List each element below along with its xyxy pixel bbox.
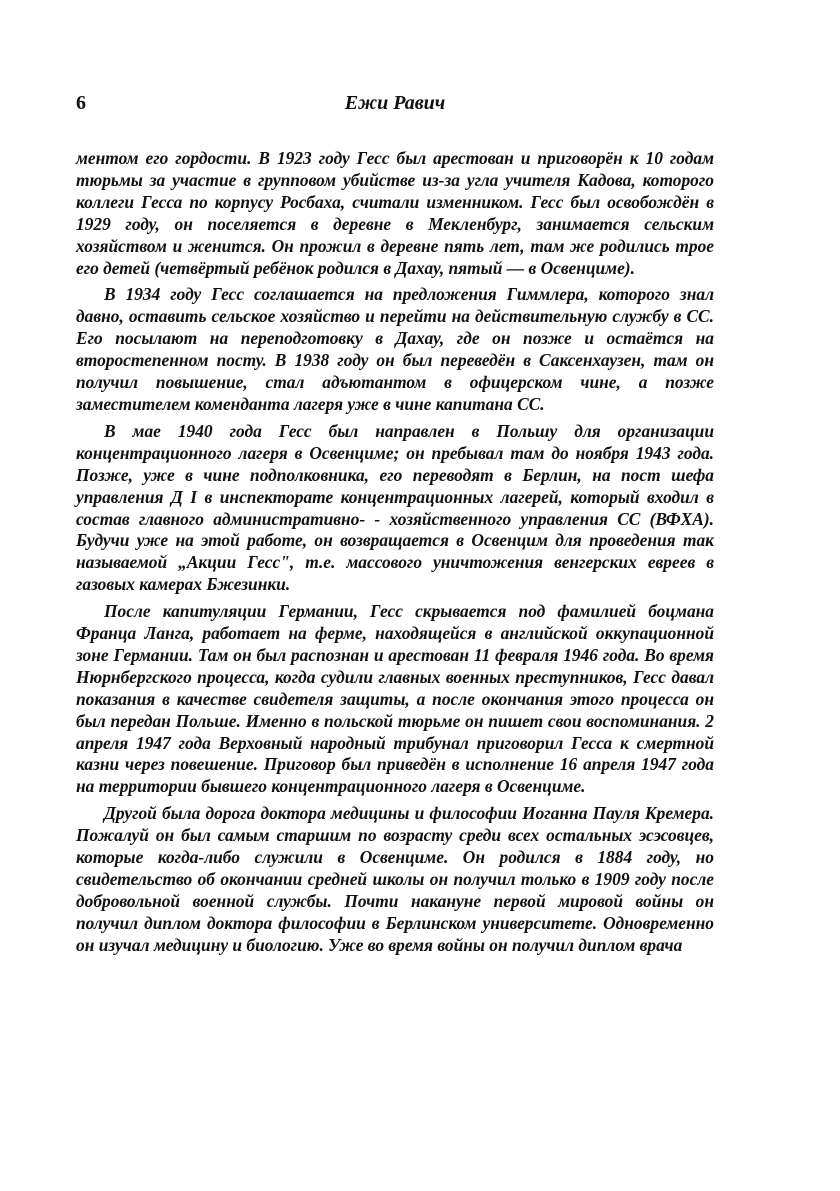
- running-title: Ежи Равич: [344, 92, 446, 114]
- body-text: [76, 148, 714, 962]
- page-number: 6: [76, 92, 86, 114]
- paragraph: ментом его гордости. В 1923 году Гесс был арестован и приговорён к 10 годам тюрьмы за участие в групповом убийстве из-за угла учителя Кадова, которого коллеги Гесса по корпусу Росбаха, считали изменником. Гесс был освобождён в 1929 году, он поселяется в деревне в Мекленбург, занимается сельским хозяйством и женится. Он прожил в деревне пять лет, там же родились трое его детей (четвёртый ребёнок родился в Дахау, пятый — в Освенциме).: [76, 148, 714, 278]
- paragraph: Другой была дорога доктора медицины и философии Иоганна Пауля Кремера. Пожалуй он был самым старшим по возрасту среди всех остальных эсэсовцев, которые когда-либо служили в Освенциме. Он родился в 1884 году, но свидетельство об окончании средней школы он получил только в 1909 году после добровольной военной службы. Почти накануне первой мировой войны он получил диплом доктора философии в Берлинском университете. Одновременно он изучал медицину и биологию. Уже во время войны он получил диплом врача: [76, 803, 714, 955]
- page-header: [76, 92, 714, 122]
- paragraph: В 1934 году Гесс соглашается на предложения Гиммлера, которого знал давно, оставить сельское хозяйство и перейти на действительную службу в СС. Его посылают на переподготовку в Дахау, где он позже и остаётся на второстепенном посту. В 1938 году он был переведён в Саксенхаузен, там он получил повышение, стал адъютантом в офицерском чине, а позже заместителем коменданта лагеря уже в чине капитана СС.: [76, 284, 714, 414]
- paragraph: После капитуляции Германии, Гесс скрывается под фамилией боцмана Франца Ланга, работает на ферме, находящейся в английской оккупационной зоне Германии. Там он был распознан и арестован 11 февраля 1946 года. Во время Нюрнбергского процесса, когда судили главных военных преступников, Гесс давал показания в качестве свидетеля защиты, а после окончания этого процесса он был передан Польше. Именно в польской тюрьме он пишет свои воспоминания. 2 апреля 1947 года Верховный народный трибунал приговорил Гесса к смертной казни через повешение. Приговор был приведён в исполнение 16 апреля 1947 года на территории бывшего концентрационного лагеря в Освенциме.: [76, 601, 714, 797]
- paragraph: В мае 1940 года Гесс был направлен в Польшу для организации концентрационного лагеря в Освенциме; он пребывал там до ноября 1943 года. Позже, уже в чине подполковника, его переводят в Берлин, на пост шефа управления Д I в инспекторате концентрационных лагерей, который входил в состав главного административно- - хозяйственного управления СС (ВФХА). Будучи уже на этой работе, он возвращается в Освенцим для проведения так называемой „Акции Гесс", т.е. массового уничтожения венгерских евреев в газовых камерах Бжезинки.: [76, 420, 714, 595]
